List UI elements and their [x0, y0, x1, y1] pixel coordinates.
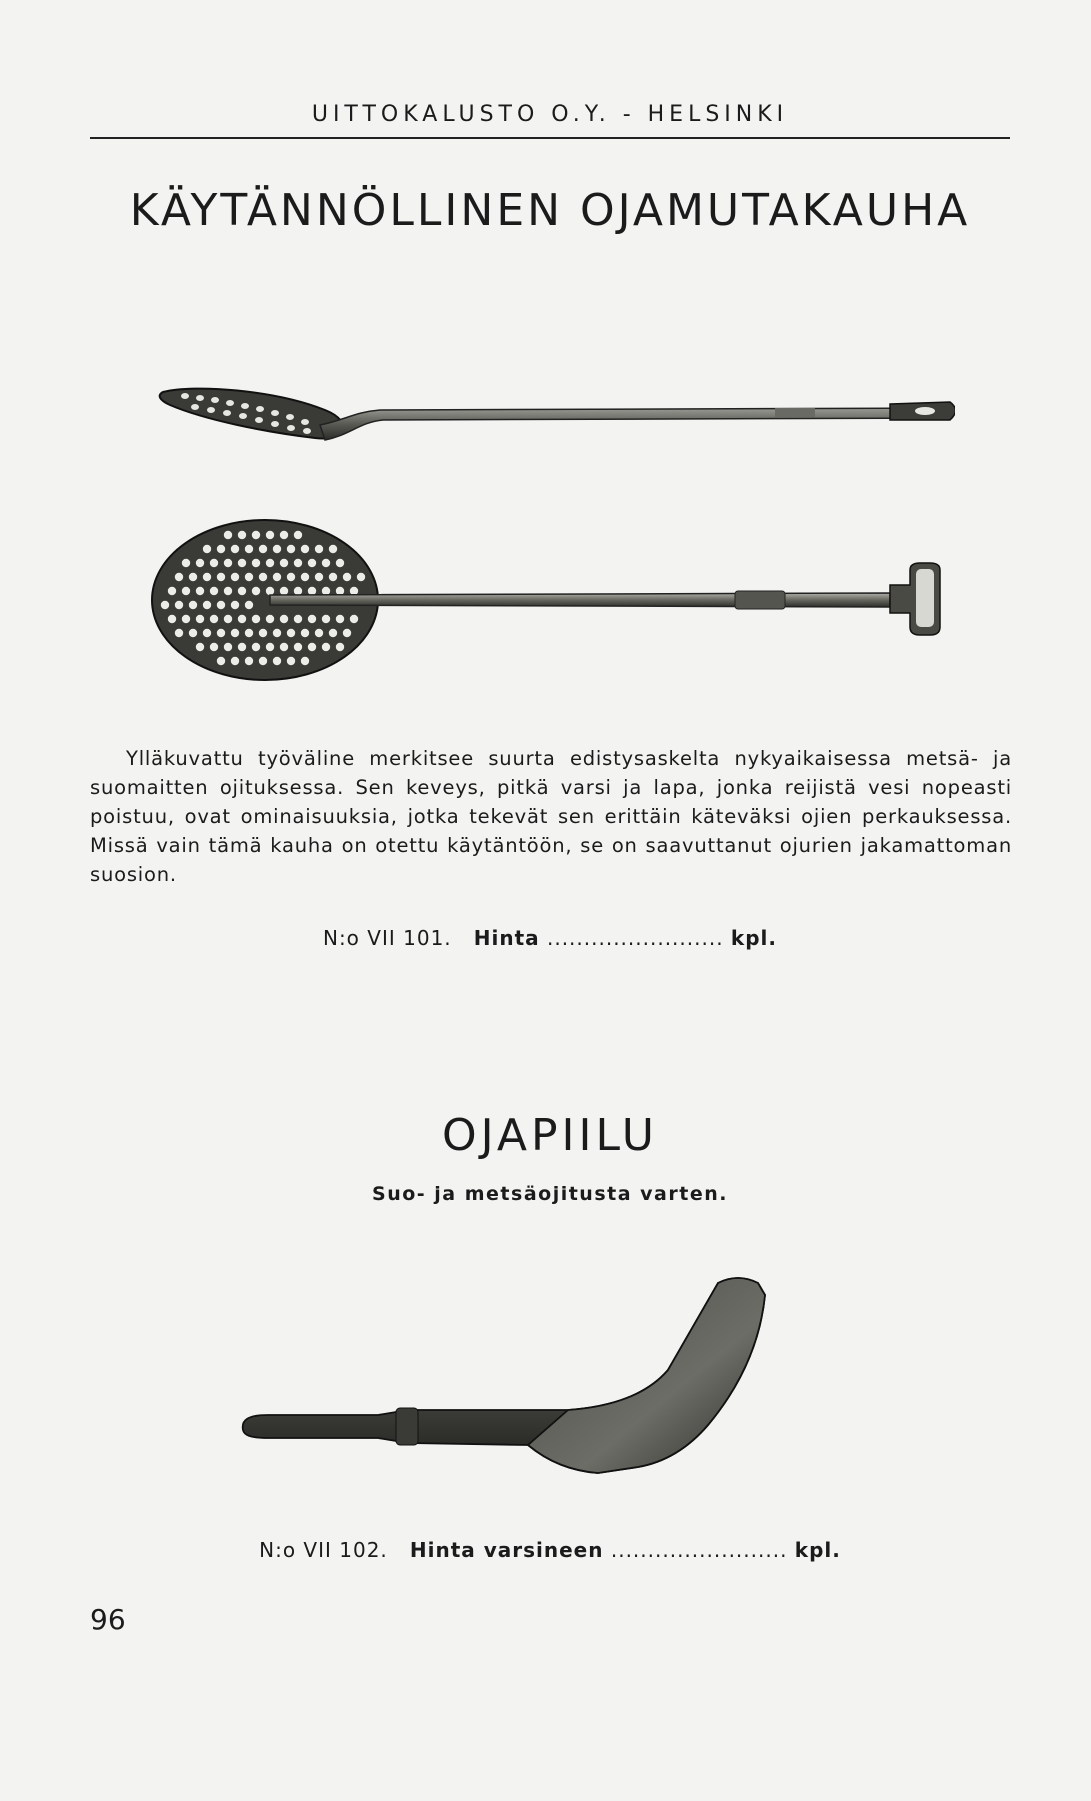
price-line-vii-102 — [90, 1538, 1010, 1562]
header-rule — [90, 137, 1010, 139]
price-dots: ........................ — [610, 1538, 788, 1562]
price-line-vii-101 — [90, 926, 1010, 950]
product-description: Ylläkuvattu työväline merkitsee suurta edistysaskelta nykyaikaisessa metsä- ja suomaitten ojituksessa. Sen keveys, pitkä varsi ja lapa, jonka reijistä vesi nopeasti poistuu, ovat ominaisuuksia, jotka tekevät sen erittäin käteväksi ojien perkauksessa. Missä vain tämä kauha on otettu käytäntöön, se on saavuttanut ojurien jakamattoman suosion. — [90, 747, 1012, 886]
section-title-ojapiilu: OJAPIILU — [442, 1110, 658, 1161]
scoop-side-view-image — [155, 380, 955, 480]
item-number: N:o VII 101. — [322, 926, 452, 950]
ojapiilu-image — [238, 1275, 858, 1485]
unit-label: kpl. — [730, 926, 777, 950]
item-number: N:o VII 102. — [259, 1538, 388, 1562]
price-label: Hinta varsineen — [409, 1538, 604, 1562]
price-label: Hinta — [473, 926, 540, 950]
page-number: 96 — [90, 1603, 126, 1636]
scoop-top-view-image — [150, 515, 950, 685]
page-header: UITTOKALUSTO O.Y. - HELSINKI — [311, 102, 789, 127]
unit-label: kpl. — [794, 1538, 841, 1562]
section-subtitle: Suo- ja metsäojitusta varten. — [372, 1183, 728, 1205]
section-title-ojamutakauha: KÄYTÄNNÖLLINEN OJAMUTAKAUHA — [129, 185, 971, 236]
price-dots: ........................ — [546, 926, 724, 950]
